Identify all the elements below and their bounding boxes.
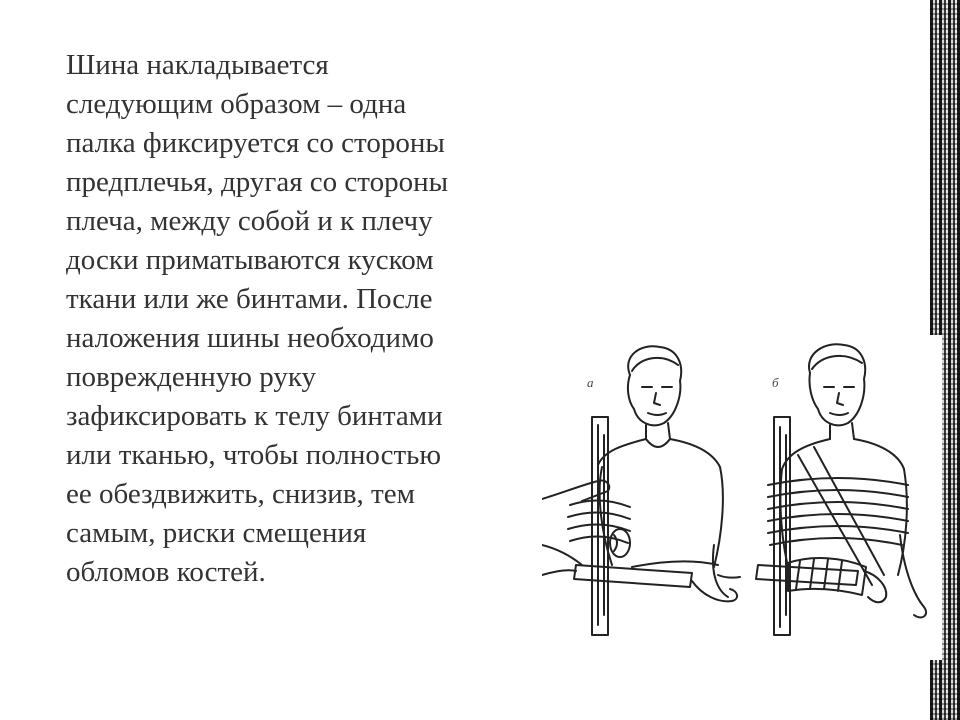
paragraph-line: палка фиксируется со стороны [66,127,445,159]
paragraph-line: следующим образом – одна [66,88,407,120]
paragraph-line: ее обездвижить, снизив, тем [66,478,415,510]
figure-label-a: а [587,375,594,390]
paragraph-line: Шина накладывается [66,49,329,81]
figure-a-man-with-splint [542,346,740,635]
paragraph-line: плеча, между собой и к плечу [66,205,433,237]
paragraph-line: зафиксировать к телу бинтами [66,400,443,432]
paragraph-line: поврежденную руку [66,361,316,393]
paragraph-line: самым, риски смещения [66,517,367,549]
body-paragraph [66,46,546,592]
figure-label-b: б [772,375,779,390]
paragraph-line: ткани или же бинтами. После [66,283,433,315]
splint-illustration [542,335,942,660]
paragraph-line: или тканью, чтобы полностью [66,439,442,471]
paragraph-line: наложения шины необходимо [66,322,434,354]
figure-b-man-with-fixed-arm [756,344,926,635]
paragraph-line: доски приматываются куском [66,244,434,276]
paragraph-line: предплечья, другая со стороны [66,166,449,198]
paragraph-line: обломов костей. [66,556,266,588]
